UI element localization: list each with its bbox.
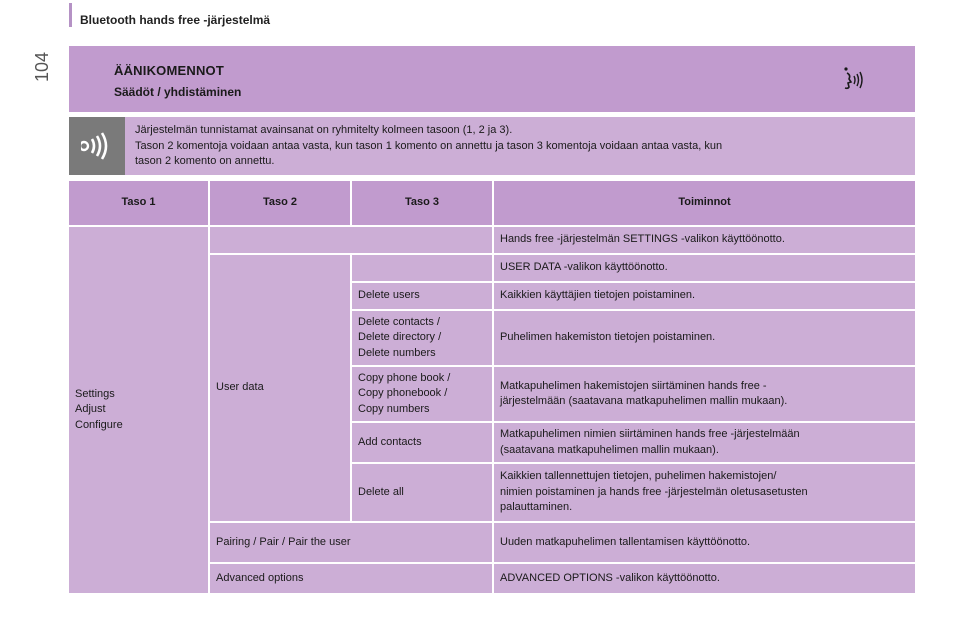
user-data-cell: User data (210, 255, 352, 523)
level3-keyword: Copy numbers (358, 402, 430, 415)
level3-keyword: Delete numbers (358, 346, 436, 359)
info-icon-box (69, 117, 125, 175)
function-text: Kaikkien käyttäjien tietojen poistaminen. (500, 289, 696, 302)
section-header (69, 46, 915, 112)
level3-keyword: Copy phone book / (358, 371, 451, 384)
level3-keyword: Delete contacts / (358, 315, 440, 328)
level3-cell (352, 367, 494, 423)
info-panel (69, 117, 915, 175)
level1-cell (69, 227, 210, 595)
level3-keyword: Delete all (358, 485, 404, 498)
voice-command-icon (841, 66, 867, 94)
header-level-2: Taso 2 (210, 181, 352, 227)
section-subtitle: Säädöt / yhdistäminen (114, 85, 242, 99)
speaker-sound-icon (81, 131, 113, 161)
function-text: Kaikkien tallennettujen tietojen, puhelimen hakemistojen/ (500, 470, 777, 483)
chapter-title: Bluetooth hands free -järjestelmä (80, 13, 271, 27)
level3-cell (352, 464, 494, 523)
level3-keyword: Delete users (358, 289, 420, 302)
level1-keyword: Adjust (75, 403, 106, 416)
function-text: nimien poistaminen ja hands free -järjestelmän oletusasetusten (500, 485, 808, 498)
level1-keyword: Configure (75, 418, 123, 431)
chapter-marker-bar (69, 3, 72, 27)
header-functions: Toiminnot (494, 181, 915, 227)
level3-cell (352, 283, 494, 311)
info-line: Järjestelmän tunnistamat avainsanat on ryhmitelty kolmeen tasoon (1, 2 ja 3). (135, 124, 513, 136)
function-cell: Hands free -järjestelmän SETTINGS -valikon käyttöönotto. (494, 227, 915, 255)
function-cell (494, 464, 915, 523)
function-cell (494, 311, 915, 367)
pairing-cell: Pairing / Pair / Pair the user (210, 523, 494, 564)
commands-table (69, 181, 915, 595)
info-line: tason 2 komento on annettu. (135, 155, 275, 167)
level1-keyword: Settings (75, 387, 115, 400)
table-row (69, 227, 915, 255)
function-text: palauttaminen. (500, 501, 573, 514)
empty-cell (210, 227, 494, 255)
table-header-row (69, 181, 915, 227)
function-text: Matkapuhelimen nimien siirtäminen hands free -järjestelmään (500, 428, 800, 440)
function-cell (494, 283, 915, 311)
function-text: Matkapuhelimen hakemistojen siirtäminen hands free - (500, 379, 767, 392)
section-title: ÄÄNIKOMENNOT (114, 63, 225, 78)
info-line: Tason 2 komentoja voidaan antaa vasta, kun tason 1 komento on annettu ja tason 3 komentoja voidaan antaa vasta, kun (135, 139, 723, 152)
function-text: järjestelmään (saatavana matkapuhelimen mallin mukaan). (500, 395, 788, 407)
empty-cell (352, 255, 494, 283)
level3-keyword: Add contacts (358, 435, 422, 448)
header-level-3: Taso 3 (352, 181, 494, 227)
function-cell: ADVANCED OPTIONS -valikon käyttöönotto. (494, 564, 915, 595)
function-cell (494, 367, 915, 423)
info-text (135, 123, 905, 170)
function-cell: Uuden matkapuhelimen tallentamisen käyttöönotto. (494, 523, 915, 564)
level3-cell (352, 311, 494, 367)
advanced-options-cell: Advanced options (210, 564, 494, 595)
page-number: 104 (32, 51, 52, 82)
level3-keyword: Copy phonebook / (358, 387, 448, 400)
level3-cell (352, 423, 494, 464)
function-cell: USER DATA -valikon käyttöönotto. (494, 255, 915, 283)
level3-keyword: Delete directory / (358, 331, 442, 344)
function-text: Puhelimen hakemiston tietojen poistaminen. (500, 331, 716, 344)
header-level-1: Taso 1 (69, 181, 210, 227)
function-text: (saatavana matkapuhelimen mallin mukaan). (500, 443, 719, 456)
function-cell (494, 423, 915, 464)
